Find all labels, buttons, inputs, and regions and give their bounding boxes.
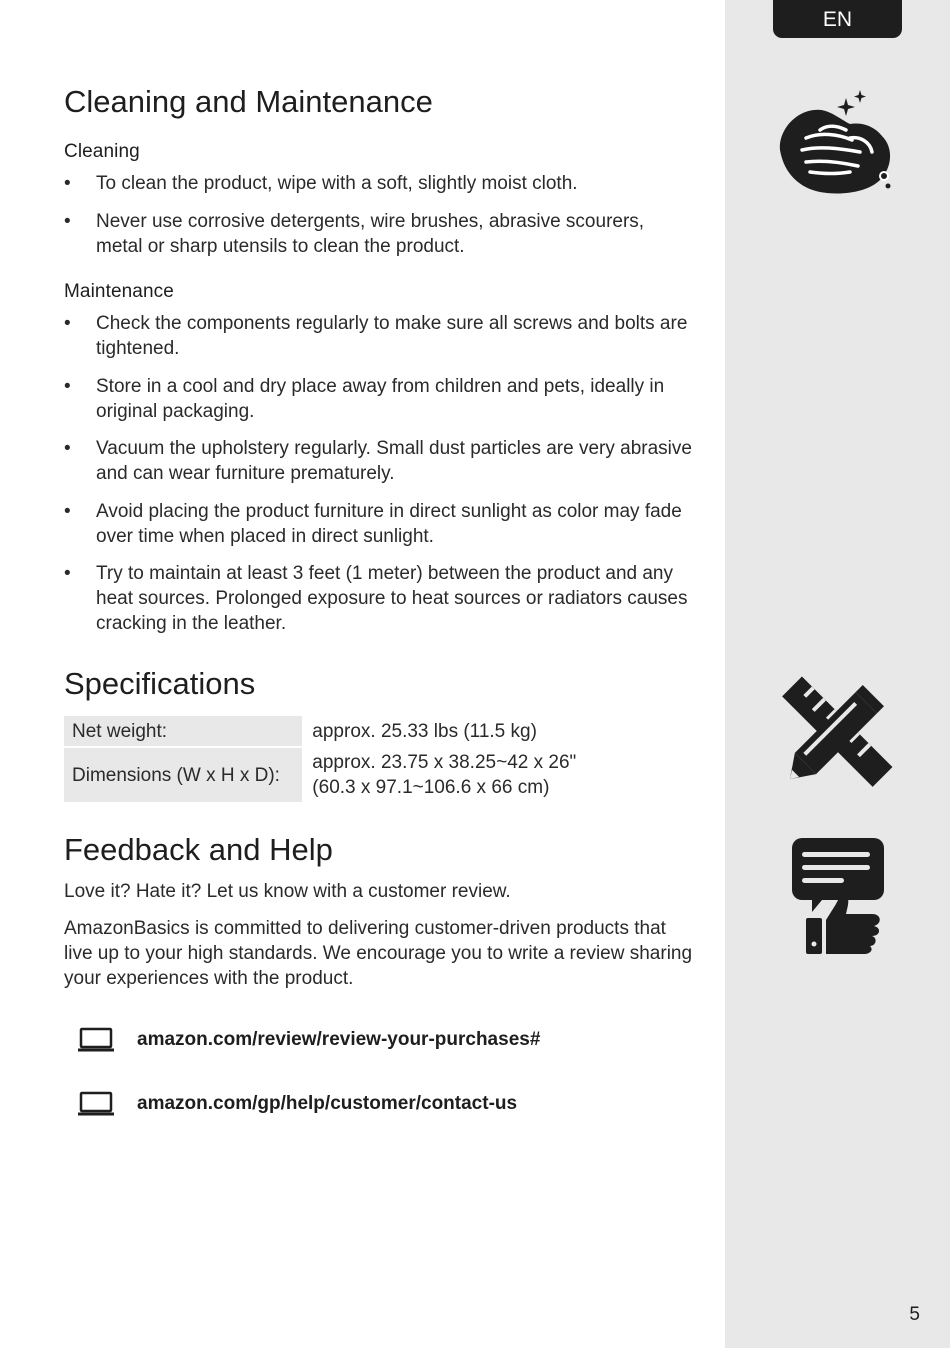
spec-value: approx. 25.33 lbs (11.5 kg) [312, 720, 537, 742]
cleaning-hand-icon [776, 88, 900, 196]
page-number: 5 [909, 1304, 920, 1325]
list-item: • Avoid placing the product furniture in direct sunlight as color may fade over time when placed in direct sunlight. [64, 499, 694, 549]
list-item: • Check the components regularly to make sure all screws and bolts are tightened. [64, 311, 694, 361]
list-item: • Store in a cool and dry place away from children and pets, ideally in original packaging. [64, 374, 694, 424]
list-item: • Vacuum the upholstery regularly. Small dust particles are very abrasive and can wear furniture prematurely. [64, 436, 694, 486]
language-tab: EN [773, 0, 902, 38]
table-row [64, 716, 692, 746]
maintenance-heading: Maintenance [64, 281, 174, 302]
list-item: • Never use corrosive detergents, wire brushes, abrasive scourers, metal or sharp utensils to clean the product. [64, 209, 694, 259]
spec-value-line: (60.3 x 97.1~106.6 x 66 cm) [312, 777, 550, 798]
review-link-row [78, 1025, 540, 1055]
specifications-title: Specifications [64, 666, 256, 701]
cleaning-maintenance-title: Cleaning and Maintenance [64, 84, 433, 119]
laptop-icon [78, 1091, 114, 1117]
specifications-table [62, 714, 694, 804]
laptop-icon [78, 1027, 114, 1053]
table-row [64, 748, 692, 802]
spec-value-line: approx. 23.75 x 38.25~42 x 26" [312, 752, 577, 773]
pencil-ruler-icon [778, 672, 898, 790]
list-item: • To clean the product, wipe with a soft, slightly moist cloth. [64, 171, 694, 196]
spec-label: Net weight: [64, 716, 302, 746]
spec-value [304, 748, 692, 802]
contact-link-row [78, 1089, 517, 1119]
review-link[interactable]: amazon.com/review/review-your-purchases# [137, 1029, 541, 1050]
spec-label: Dimensions (W x H x D): [64, 748, 302, 802]
feedback-title: Feedback and Help [64, 832, 333, 867]
maintenance-list [64, 311, 694, 649]
feedback-body: AmazonBasics is committed to delivering customer-driven products that live up to your high standards. We encourage you to write a review sharing your experiences with the product. [64, 918, 693, 989]
cleaning-list [64, 171, 694, 271]
feedback-thumbs-up-icon [792, 838, 884, 956]
contact-link[interactable]: amazon.com/gp/help/customer/contact-us [137, 1093, 518, 1114]
cleaning-heading: Cleaning [64, 141, 140, 162]
list-item: • Try to maintain at least 3 feet (1 meter) between the product and any heat sources. Prolonged exposure to heat sources or radiators causes cracking in the leather. [64, 561, 694, 636]
feedback-intro: Love it? Hate it? Let us know with a customer review. [64, 881, 511, 902]
